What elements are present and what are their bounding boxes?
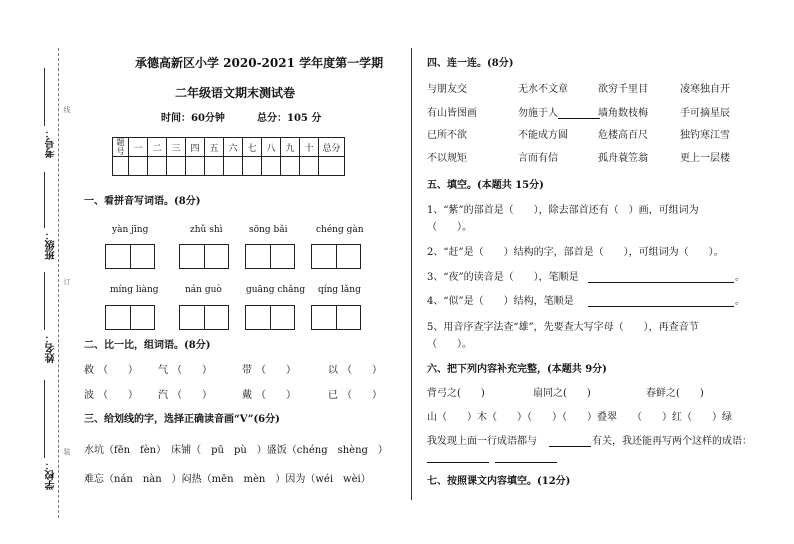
score-header-cell: 六 (224, 138, 243, 157)
section5-heading: 五、填空。(本题共 15分) (427, 180, 544, 191)
score-cell[interactable] (113, 157, 129, 176)
binding-mark-xian: 线 (63, 106, 71, 113)
match-col2-item[interactable]: 言而有信 (518, 153, 558, 164)
match-col4-item[interactable]: 凌寒独自开 (680, 84, 730, 95)
score-cell[interactable] (300, 157, 319, 176)
fill-q4-blank[interactable] (588, 306, 734, 307)
binding-dashed-line (58, 48, 59, 518)
score-label: 总分：105 分 (257, 113, 322, 124)
pinyin-8: qíng lǎng (318, 285, 361, 295)
writing-box-3[interactable] (245, 244, 295, 269)
paren-blank[interactable]: （ ） (172, 390, 212, 401)
score-cell[interactable] (224, 157, 243, 176)
section6-heading: 六、把下列内容补充完整，(本题共 9分) (427, 364, 607, 375)
complete-item-2[interactable]: 扇同之( ) (533, 388, 591, 399)
pronunciation-item-1[interactable]: 水坑（fēn fèn） 床铺（ pū pù ）盛饭（chéng shèng ） (84, 445, 388, 456)
idiom-answer-blank-1[interactable] (427, 462, 489, 463)
paren-blank[interactable]: （ ） (98, 365, 138, 376)
match-col3-item[interactable]: 孤舟蓑笠翁 (598, 153, 648, 164)
pinyin-2: zhǔ shì (190, 225, 223, 235)
match-col1-item[interactable]: 与朋友交 (427, 84, 467, 95)
compare-char-4: 以 (328, 365, 338, 376)
compare-char-3: 带 (242, 365, 252, 376)
section4-heading: 四、连一连。(8分) (427, 58, 514, 69)
pinyin-6: nán guò (185, 285, 222, 295)
score-header-cell: 题号 (113, 138, 129, 157)
score-cell[interactable] (262, 157, 281, 176)
paren-blank[interactable]: （ ） (342, 390, 382, 401)
score-table-input-row (113, 157, 345, 176)
match-col2-item[interactable]: 不能成方圆 (518, 130, 568, 141)
binding-mark-zhuang: 装 (63, 448, 71, 455)
fill-q1-continued[interactable]: （ ）。 (427, 222, 472, 233)
match-col1-item[interactable]: 不以规矩 (427, 153, 467, 164)
writing-box-7[interactable] (245, 305, 295, 330)
writing-box-8[interactable] (311, 305, 361, 330)
score-cell[interactable] (148, 157, 167, 176)
school-field[interactable] (44, 380, 45, 458)
pinyin-4: chéng gàn (316, 225, 364, 235)
match-col3-item[interactable]: 欲穷千里目 (598, 84, 648, 95)
exam-no-label: 考号： (46, 128, 57, 158)
compare-char-6: 汽 (158, 390, 168, 401)
score-header-cell: 十 (300, 138, 319, 157)
pinyin-3: sōng bǎi (249, 225, 288, 235)
score-header-cell: 总分 (319, 138, 345, 157)
paren-blank[interactable]: （ ） (342, 365, 382, 376)
fill-q3[interactable]: 3、“夜”的读音是（ ），笔顺是 (427, 272, 579, 283)
score-header-cell: 五 (205, 138, 224, 157)
fill-q5[interactable]: 5、用音序查字法查“雄”，先要查大写字母（ ），再查音节 (427, 322, 699, 333)
fill-q5-continued[interactable]: （ ）。 (427, 339, 472, 350)
exam-no-field[interactable] (44, 68, 45, 126)
section1-heading: 一、看拼音写词语。(8分) (84, 196, 201, 207)
score-cell[interactable] (167, 157, 186, 176)
score-header-cell: 三 (167, 138, 186, 157)
score-header-cell: 八 (262, 138, 281, 157)
compare-char-5: 波 (84, 390, 94, 401)
match-col4-item[interactable]: 手可摘星辰 (680, 108, 730, 119)
match-col1-item[interactable]: 已所不欲 (427, 130, 467, 141)
compare-char-2: 气 (158, 365, 168, 376)
paren-blank[interactable]: （ ） (256, 390, 296, 401)
score-cell[interactable] (243, 157, 262, 176)
match-col3-item[interactable]: 危楼高百尺 (598, 130, 648, 141)
writing-box-1[interactable] (105, 244, 155, 269)
score-header-cell: 一 (129, 138, 148, 157)
complete-idiom-line[interactable]: 山（ ）木（ ）（ ）（ ）叠翠 （ ）红（ ）绿 (427, 412, 732, 423)
score-table (112, 137, 345, 176)
score-header-cell: 二 (148, 138, 167, 157)
score-header-cell: 九 (281, 138, 300, 157)
match-col3-item[interactable]: 墙角数枝梅 (598, 108, 648, 119)
idiom-answer-blank-2[interactable] (495, 462, 557, 463)
pinyin-1: yàn jīng (112, 225, 149, 235)
paren-blank[interactable]: （ ） (256, 365, 296, 376)
complete-item-3[interactable]: 春鲜之( ) (646, 388, 704, 399)
school-label: 学校： (46, 460, 57, 490)
pinyin-7: guāng chǎng (246, 285, 306, 295)
pinyin-5: míng liàng (110, 285, 159, 295)
complete-sentence-blank[interactable] (549, 446, 591, 447)
complete-sentence-end: 有关，我还能再写两个这样的成语： (592, 436, 752, 447)
writing-box-6[interactable] (179, 305, 229, 330)
match-col1-item[interactable]: 有山皆图画 (427, 108, 477, 119)
paren-blank[interactable]: （ ） (172, 365, 212, 376)
exam-subtitle: 二年级语文期末测试卷 (175, 86, 296, 100)
fill-q2[interactable]: 2、“赶”是（ ）结构的字，部首是（ ），可组词为（ ）。 (427, 247, 724, 258)
score-cell[interactable] (319, 157, 345, 176)
name-field[interactable] (44, 272, 45, 330)
fill-q4[interactable]: 4、“似”是（ ）结构，笔顺是 (427, 296, 574, 307)
class-label: 班级： (46, 230, 57, 260)
score-header-cell: 七 (243, 138, 262, 157)
section2-heading: 二、比一比，组词语。(8分) (84, 340, 211, 351)
section3-heading: 三、给划线的字，选择正确读音画“V”(6分) (84, 414, 280, 425)
writing-box-5[interactable] (105, 305, 155, 330)
compare-char-8: 已 (328, 390, 338, 401)
fill-q4-end: 。 (735, 296, 745, 307)
class-field[interactable] (44, 172, 45, 228)
score-header-cell: 四 (186, 138, 205, 157)
pronunciation-item-2[interactable]: 难忘（nán nàn ）闷热（mēn mèn ）因为（wéi wèi） (84, 474, 371, 485)
score-cell[interactable] (129, 157, 148, 176)
name-label: 姓名： (46, 333, 57, 363)
fill-q1[interactable]: 1、“紫”的部首是（ ），除去部首还有（ ）画，可组词为 (427, 205, 699, 216)
paren-blank[interactable]: （ ） (98, 390, 138, 401)
time-label: 时间：60分钟 (161, 113, 225, 124)
compare-char-7: 戴 (242, 390, 252, 401)
fill-q3-end: 。 (735, 272, 745, 283)
fill-q3-blank[interactable] (588, 282, 734, 283)
score-cell[interactable] (205, 157, 224, 176)
score-table-header-row (113, 138, 345, 157)
complete-item-1[interactable]: 背弓之( ) (427, 388, 485, 399)
complete-sentence-start: 我发现上面一行成语都与 (427, 436, 537, 447)
writing-box-2[interactable] (179, 244, 229, 269)
match-col4-item[interactable]: 独钓寒江雪 (680, 130, 730, 141)
binding-mark-ding: 订 (63, 278, 71, 285)
score-cell[interactable] (281, 157, 300, 176)
exam-title: 承德高新区小学 2020-2021 学年度第一学期 (135, 56, 384, 70)
column-divider (411, 48, 412, 500)
writing-box-4[interactable] (311, 244, 361, 269)
section7-heading: 七、按照课文内容填空。(12分) (427, 476, 571, 487)
match-col2-item[interactable]: 勿施于人 (518, 108, 558, 119)
score-cell[interactable] (186, 157, 205, 176)
match-col2-item[interactable]: 无水不文章 (518, 84, 568, 95)
match-connector-line (558, 118, 600, 119)
match-col4-item[interactable]: 更上一层楼 (680, 153, 730, 164)
compare-char-1: 救 (84, 365, 94, 376)
